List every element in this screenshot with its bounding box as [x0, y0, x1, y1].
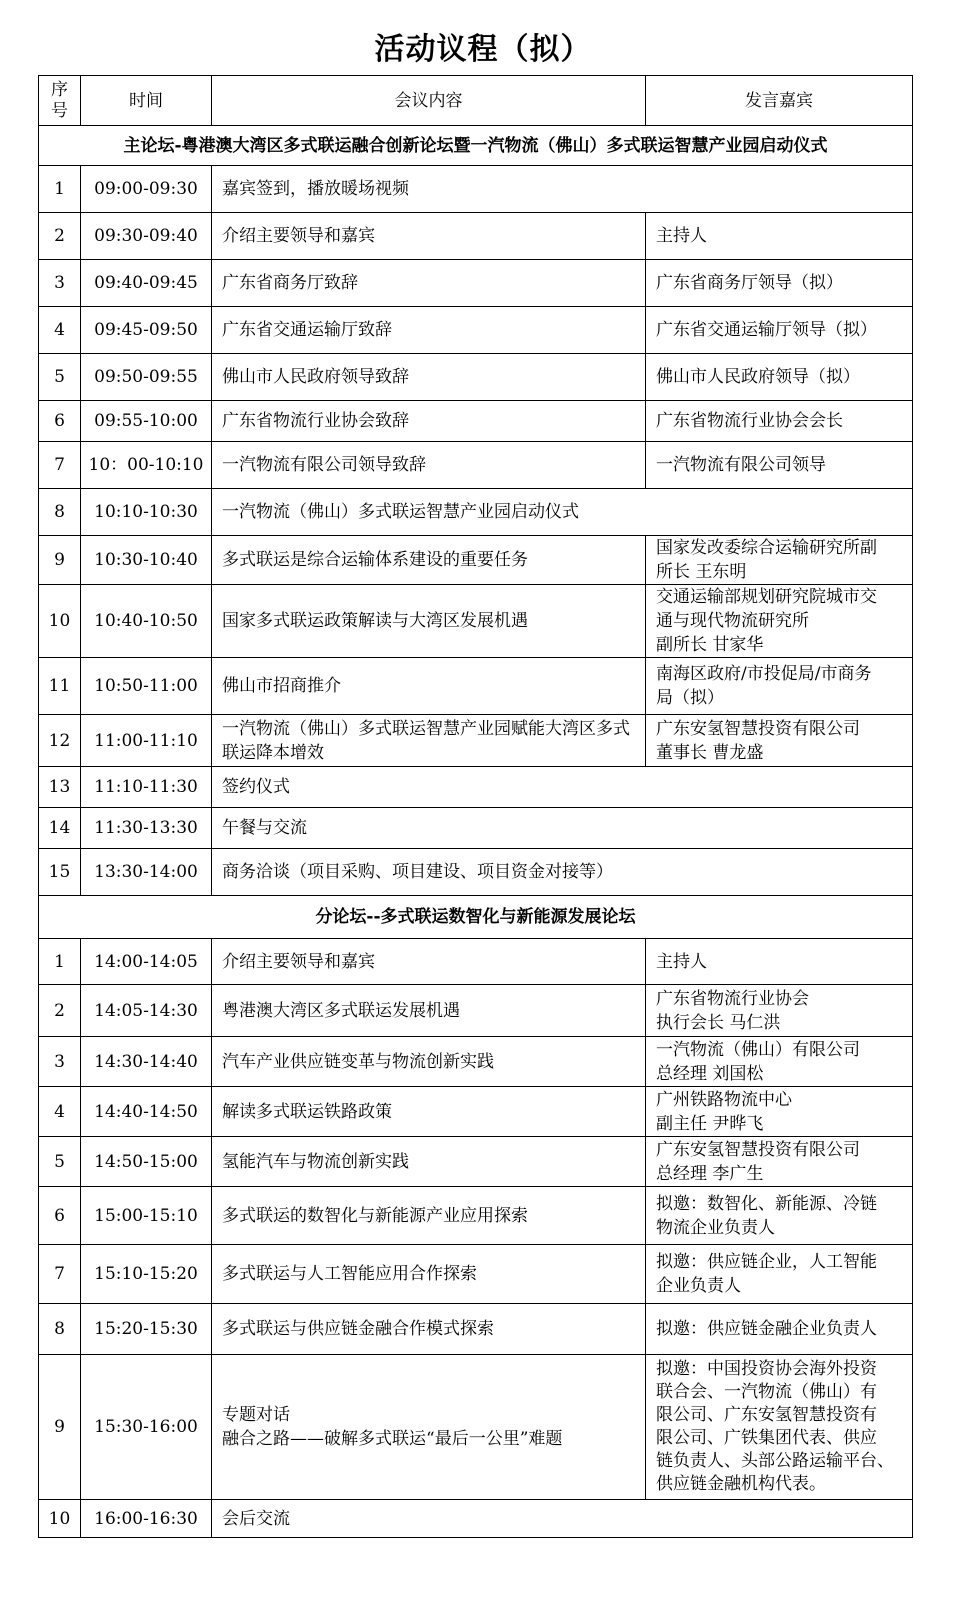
row-content: 一汽物流（佛山）多式联运智慧产业园启动仪式 [212, 489, 913, 536]
row-content: 嘉宾签到，播放暖场视频 [212, 166, 913, 213]
row-number: 5 [39, 354, 81, 401]
row-speaker: 佛山市人民政府领导（拟） [646, 354, 913, 401]
row-speaker: 拟邀：供应链企业，人工智能 企业负责人 [646, 1245, 913, 1304]
row-content: 氢能汽车与物流创新实践 [212, 1137, 646, 1187]
row-time: 15:00-15:10 [81, 1187, 212, 1245]
row-content: 国家多式联运政策解读与大湾区发展机遇 [212, 585, 646, 658]
row-number: 15 [39, 849, 81, 896]
row-time: 10:40-10:50 [81, 585, 212, 658]
row-number: 9 [39, 1355, 81, 1500]
table-row [39, 489, 913, 536]
row-number: 2 [39, 985, 81, 1037]
row-time: 09:00-09:30 [81, 166, 212, 213]
table-row [39, 1245, 913, 1304]
row-number: 4 [39, 1087, 81, 1137]
row-number: 14 [39, 808, 81, 849]
row-content: 会后交流 [212, 1500, 913, 1538]
row-time: 09:45-09:50 [81, 307, 212, 354]
table-row [39, 849, 913, 896]
header-row [39, 76, 913, 126]
row-number: 2 [39, 213, 81, 260]
table-row [39, 585, 913, 658]
row-number: 12 [39, 715, 81, 767]
row-content: 介绍主要领导和嘉宾 [212, 213, 646, 260]
table-row [39, 658, 913, 715]
row-speaker: 广东省交通运输厅领导（拟） [646, 307, 913, 354]
row-time: 10:50-11:00 [81, 658, 212, 715]
row-content: 商务洽谈（项目采购、项目建设、项目资金对接等） [212, 849, 913, 896]
table-row [39, 985, 913, 1037]
row-time: 13:30-14:00 [81, 849, 212, 896]
row-time: 10:30-10:40 [81, 536, 212, 585]
row-content: 佛山市人民政府领导致辞 [212, 354, 646, 401]
row-content: 解读多式联运铁路政策 [212, 1087, 646, 1137]
table-row [39, 767, 913, 808]
row-content: 佛山市招商推介 [212, 658, 646, 715]
row-number: 1 [39, 166, 81, 213]
row-number: 3 [39, 260, 81, 307]
row-content: 汽车产业供应链变革与物流创新实践 [212, 1037, 646, 1087]
header-time: 时间 [81, 76, 212, 126]
row-speaker: 广东安氢智慧投资有限公司 董事长 曹龙盛 [646, 715, 913, 767]
table-row [39, 939, 913, 985]
row-content-line: 融合之路——破解多式联运“最后一公里”难题 [222, 1429, 563, 1449]
row-speaker: 拟邀：数智化、新能源、冷链 物流企业负责人 [646, 1187, 913, 1245]
table-row [39, 213, 913, 260]
table-row [39, 808, 913, 849]
row-number: 8 [39, 489, 81, 536]
row-speaker: 广东安氢智慧投资有限公司 总经理 李广生 [646, 1137, 913, 1187]
row-speaker: 广东省物流行业协会会长 [646, 401, 913, 442]
agenda-body [39, 126, 913, 1538]
row-speaker: 主持人 [646, 939, 913, 985]
row-number: 10 [39, 1500, 81, 1538]
row-time: 09:40-09:45 [81, 260, 212, 307]
table-row [39, 1187, 913, 1245]
row-time: 11:00-11:10 [81, 715, 212, 767]
row-time: 14:40-14:50 [81, 1087, 212, 1137]
row-speaker: 广东省商务厅领导（拟） [646, 260, 913, 307]
row-number: 6 [39, 401, 81, 442]
row-content: 多式联运是综合运输体系建设的重要任务 [212, 536, 646, 585]
row-time: 10:10-10:30 [81, 489, 212, 536]
row-time: 15:30-16:00 [81, 1355, 212, 1500]
row-number: 10 [39, 585, 81, 658]
row-content: 午餐与交流 [212, 808, 913, 849]
row-content: 多式联运的数智化与新能源产业应用探索 [212, 1187, 646, 1245]
row-content: 广东省商务厅致辞 [212, 260, 646, 307]
row-number: 11 [39, 658, 81, 715]
table-row [39, 442, 913, 489]
row-content: 多式联运与人工智能应用合作探索 [212, 1245, 646, 1304]
section-heading-row [39, 126, 913, 166]
row-time: 14:05-14:30 [81, 985, 212, 1037]
row-time: 09:30-09:40 [81, 213, 212, 260]
page-title: 活动议程（拟） [374, 32, 592, 67]
table-row [39, 1087, 913, 1137]
header-content: 会议内容 [212, 76, 646, 126]
row-content: 一汽物流（佛山）多式联运智慧产业园赋能大湾区多式联运降本增效 [212, 715, 646, 767]
table-row [39, 1355, 913, 1500]
row-time: 11:30-13:30 [81, 808, 212, 849]
row-content: 粤港澳大湾区多式联运发展机遇 [212, 985, 646, 1037]
table-row [39, 401, 913, 442]
row-speaker: 一汽物流有限公司领导 [646, 442, 913, 489]
row-number: 6 [39, 1187, 81, 1245]
row-number: 7 [39, 1245, 81, 1304]
row-number: 13 [39, 767, 81, 808]
row-number: 1 [39, 939, 81, 985]
row-time: 14:00-14:05 [81, 939, 212, 985]
table-row [39, 1500, 913, 1538]
header-speaker: 发言嘉宾 [646, 76, 913, 126]
row-speaker: 拟邀：供应链金融企业负责人 [646, 1304, 913, 1355]
row-time: 09:55-10:00 [81, 401, 212, 442]
row-time: 15:20-15:30 [81, 1304, 212, 1355]
row-number: 8 [39, 1304, 81, 1355]
row-number: 3 [39, 1037, 81, 1087]
table-row [39, 354, 913, 401]
row-time: 09:50-09:55 [81, 354, 212, 401]
table-row [39, 260, 913, 307]
row-content: 广东省交通运输厅致辞 [212, 307, 646, 354]
row-time: 11:10-11:30 [81, 767, 212, 808]
row-speaker: 国家发改委综合运输研究所副 所长 王东明 [646, 536, 913, 585]
section-heading: 主论坛-粤港澳大湾区多式联运融合创新论坛暨一汽物流（佛山）多式联运智慧产业园启动仪式 [39, 126, 913, 166]
row-content: 多式联运与供应链金融合作模式探索 [212, 1304, 646, 1355]
row-time: 16:00-16:30 [81, 1500, 212, 1538]
row-speaker: 南海区政府/市投促局/市商务 局（拟） [646, 658, 913, 715]
table-row [39, 1304, 913, 1355]
table-row [39, 536, 913, 585]
row-number: 5 [39, 1137, 81, 1187]
row-speaker: 主持人 [646, 213, 913, 260]
table-row [39, 1037, 913, 1087]
table-row [39, 715, 913, 767]
row-content [212, 1355, 646, 1500]
row-time: 10：00-10:10 [81, 442, 212, 489]
table-row [39, 166, 913, 213]
row-time: 14:50-15:00 [81, 1137, 212, 1187]
agenda-table [38, 75, 913, 1538]
row-speaker: 广州铁路物流中心 副主任 尹晔飞 [646, 1087, 913, 1137]
row-speaker: 一汽物流（佛山）有限公司 总经理 刘国松 [646, 1037, 913, 1087]
row-content: 广东省物流行业协会致辞 [212, 401, 646, 442]
table-row [39, 307, 913, 354]
row-content: 一汽物流有限公司领导致辞 [212, 442, 646, 489]
header-no: 序号 [39, 76, 81, 126]
row-content-line: 专题对话 [222, 1405, 290, 1425]
row-content: 介绍主要领导和嘉宾 [212, 939, 646, 985]
section-heading: 分论坛--多式联运数智化与新能源发展论坛 [39, 896, 913, 939]
row-time: 14:30-14:40 [81, 1037, 212, 1087]
row-number: 4 [39, 307, 81, 354]
table-row [39, 1137, 913, 1187]
row-speaker: 拟邀：中国投资协会海外投资 联合会、一汽物流（佛山）有 限公司、广东安氢智慧投资有 限公司、广铁集团代表、供应 链负责人、头部公路运输平台、 供应链金融机构代表。 [646, 1355, 913, 1500]
row-content: 签约仪式 [212, 767, 913, 808]
row-number: 9 [39, 536, 81, 585]
row-speaker: 交通运输部规划研究院城市交 通与现代物流研究所 副所长 甘家华 [646, 585, 913, 658]
row-time: 15:10-15:20 [81, 1245, 212, 1304]
section-heading-row [39, 896, 913, 939]
row-speaker: 广东省物流行业协会 执行会长 马仁洪 [646, 985, 913, 1037]
row-number: 7 [39, 442, 81, 489]
